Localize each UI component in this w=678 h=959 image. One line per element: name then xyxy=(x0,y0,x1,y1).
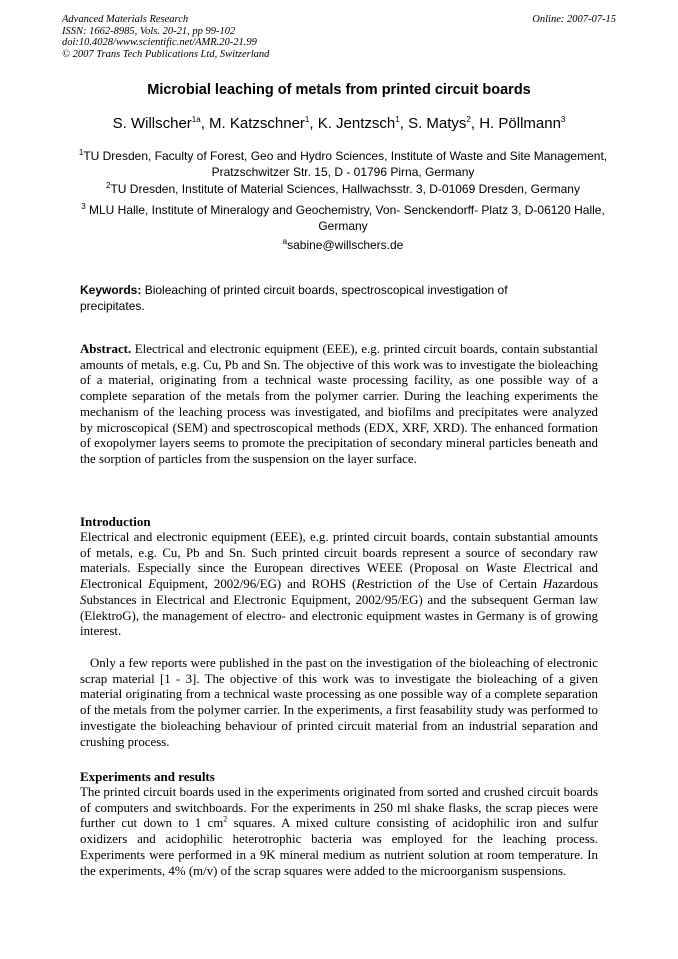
affiliation-2: $^2$TU Dresden, Institute of Material Sciences, Hallwachsstr. 3, D-01069 Dresden, Germany xyxy=(106,181,580,196)
author-list xyxy=(0,115,678,132)
keywords-text: Bioleaching of printed circuit boards, spectroscopical investigation of precipitates. xyxy=(80,283,508,313)
introduction-heading: Introduction xyxy=(80,514,151,529)
experiments-heading: Experiments and results xyxy=(80,769,215,784)
author: K. Jentzsch$^1$, xyxy=(317,115,409,132)
issn-line: ISSN: 1662-8985, Vols. 20-21, pp 99-102 xyxy=(62,25,236,37)
author: S. Matys$^2$, xyxy=(408,115,480,132)
abstract-label: Abstract. xyxy=(80,342,132,356)
introduction-paragraph-1: Electrical and electronic equipment (EEE), e.g. printed circuit boards, contain substantial amounts of metals, e.g. Cu, Pb and Sn. Such printed circuit boards represent a source of secondary raw materials. Especially since the European directives WEEE (Proposal on Waste Electrical and Electronical Equipment, 2002/96/EG) and ROHS (Restriction of the Use of Certain Hazardous Substances in Electrical and Electronic Equipment, 2002/95/EG) and the subsequent German law (ElektroG), the management of electro- and electronic equipment wastes in Germany is of growing interest. xyxy=(80,530,598,639)
author: M. Katzschner$^1$, xyxy=(209,115,318,132)
introduction-paragraph-2: Only a few reports were published in the past on the investigation of the bioleaching of electronic scrap material [1 - 3]. The objective of this work was to investigate the bioleaching of a given material originating from a technical waste processing as one possible way of a complete separation of the metals from the polymer carrier. In the experiments, a first feasability study was performed to investigate the bioleaching behaviour of printed circuit material from an industrial separation and crushing process. xyxy=(80,656,598,749)
journal-name: Advanced Materials Research xyxy=(62,14,189,25)
contact-email: $^a$sabine@willschers.de xyxy=(282,237,404,252)
journal-header xyxy=(62,14,269,60)
author: S. Willscher$^{1a}$, xyxy=(112,115,210,132)
keywords xyxy=(80,283,540,314)
abstract xyxy=(80,342,598,468)
paper-title: Microbial leaching of metals from printed circuit boards xyxy=(147,82,531,98)
doi-line: doi:10.4028/www.scientific.net/AMR.20-21.99 xyxy=(62,37,257,48)
affiliation-1: $^1$TU Dresden, Faculty of Forest, Geo and Hydro Sciences, Institute of Waste and Site Management, Pratzschwitzer Str. 15, D - 01796 Pirna, Germany xyxy=(78,148,608,179)
copyright-line: © 2007 Trans Tech Publications Ltd, Switzerland xyxy=(62,48,270,60)
online-date: Online: 2007-07-15 xyxy=(532,14,616,25)
experiments-paragraph-1: The printed circuit boards used in the experiments originated from sorted and crushed circuit boards of computers and switchboards. For the experiments in 250 ml shake flasks, the scrap pieces were further cut down to 1 $cm^2$ squares. A mixed culture consisting of acidophilic iron and sulfur oxidizers and acidophilic heterotrophic bacteria was employed for the leaching process. Experiments were performed in a 9K mineral medium as nutrient solution at room temperature. In the experiments, 4% (m/v) of the scrap squares were added to the microorganism suspensions. xyxy=(80,785,598,878)
affiliation-3: $^3$ MLU Halle, Institute of Mineralogy and Geochemistry, Von- Senckendorff- Platz 3, D-06120 Halle, Germany xyxy=(81,202,605,233)
abstract-text: Electrical and electronic equipment (EEE), e.g. printed circuit boards, contain substantial amounts of metals, e.g. Cu, Pb and Sn. The objective of this work was to investigate the bioleaching of a material, originating from a technical waste processing facility, as one possible way of a complete separation of the metals from the polymer carrier. During the leaching experiments the mechanism of the leaching process was investigated, and biofilms and precipitates were analyzed by microscopical (SEM) and spectroscopical methods (EDX, XRF, XRD). The enhanced formation of exopolymer layers seems to promote the precipitation of secondary mineral particles beneath and the sorption of particles from the suspension on the layer surface. xyxy=(80,342,598,466)
keywords-label: Keywords: xyxy=(80,283,142,297)
author: H. Pöllmann$^3$ xyxy=(479,115,566,132)
